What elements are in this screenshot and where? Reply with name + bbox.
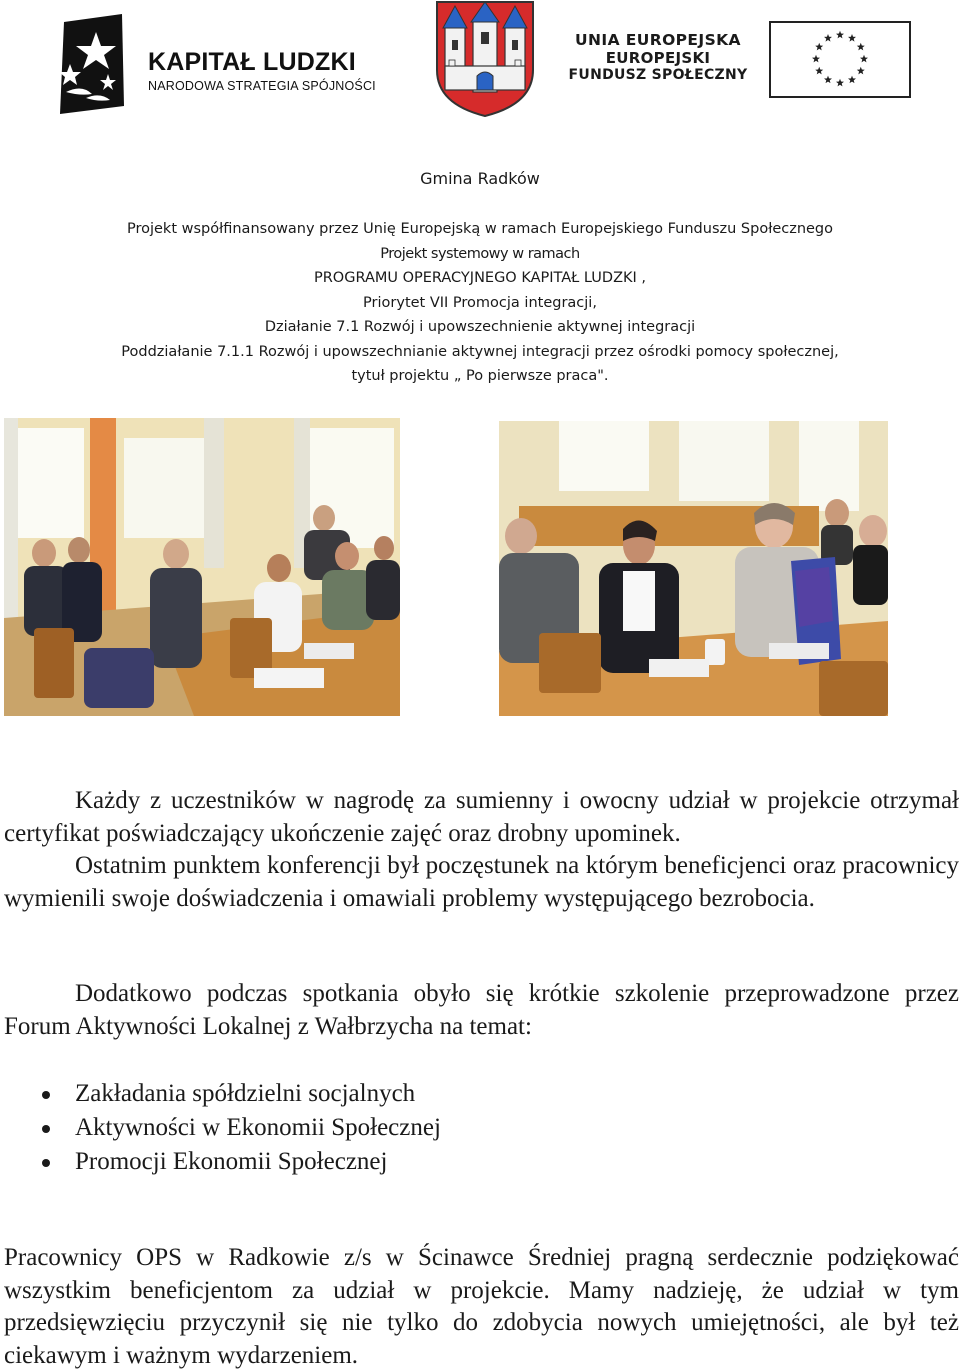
eu-line-2: EUROPEJSKI — [605, 49, 711, 67]
paragraph-text: Każdy z uczestników w nagrodę za sumienny i owocny udział w projekcie otrzymał certyfikat poświadczający ukończenie zajęć oraz drobny upominek. — [4, 787, 959, 847]
kapital-ludzki-subtitle: NARODOWA STRATEGIA SPÓJNOŚCI — [148, 79, 376, 93]
paragraph-text: Dodatkowo podczas spotkania obyło się krótkie szkolenie przeprowadzone przez Forum Aktywności Lokalnej z Wałbrzycha na temat: — [4, 980, 959, 1040]
paragraph-thanks — [4, 1242, 959, 1372]
paragraph-text: Ostatnim punktem konferencji był poczęstunek na którym beneficjenci oraz pracownicy wymienili swoje doświadczenia i omawiali problemy występującego bezrobocia. — [4, 852, 959, 912]
logo-header — [0, 0, 960, 130]
list-item-text: Aktywności w Ekonomii Społecznej — [75, 1114, 441, 1141]
topics-list — [0, 1077, 700, 1179]
project-line: Projekt systemowy w ramach — [380, 245, 580, 262]
list-item — [0, 1077, 700, 1111]
bullet-icon — [42, 1159, 50, 1167]
project-line: tytuł projektu „ Po pierwsze praca". — [351, 368, 609, 384]
bullet-icon — [42, 1091, 50, 1099]
kapital-ludzki-title: KAPITAŁ LUDZKI — [148, 48, 356, 76]
eu-text-block — [558, 30, 758, 90]
list-item — [0, 1145, 700, 1179]
bullet-icon — [42, 1125, 50, 1133]
coat-of-arms-icon — [433, 0, 537, 118]
project-line: Priorytet VII Promocja integracji, — [363, 294, 597, 311]
list-item-text: Promocji Ekonomii Społecznej — [75, 1148, 388, 1175]
paragraph-certificates — [4, 785, 959, 915]
eu-line-3: FUNDUSZ SPOŁECZNY — [568, 67, 748, 83]
project-line: Poddziałanie 7.1.1 Rozwój i upowszechnianie aktywnej integracji przez ośrodki pomocy społecznej, — [121, 343, 839, 360]
list-item-text: Zakładania spółdzielni socjalnych — [75, 1080, 416, 1107]
project-line: Projekt współfinansowany przez Unię Europejską w ramach Europejskiego Funduszu Społecznego — [126, 221, 834, 237]
gmina-title: Gmina Radków — [420, 169, 540, 188]
project-header — [0, 167, 960, 389]
project-line: Działanie 7.1 Rozwój i upowszechnienie aktywnej integracji — [264, 319, 696, 335]
list-item — [0, 1111, 700, 1145]
project-line: PROGRAMU OPERACYJNEGO KAPITAŁ LUDZKI , — [313, 270, 647, 286]
meeting-photo-left — [4, 418, 400, 716]
eu-line-1: UNIA EUROPEJSKA — [575, 31, 741, 49]
paragraph-training — [4, 978, 959, 1043]
eu-flag-icon — [769, 21, 911, 98]
meeting-photo-right — [499, 421, 888, 716]
paragraph-text: Pracownicy OPS w Radkowie z/s w Ścinawce Średniej pragną serdecznie podziękować wszystkim beneficjentom za udział w projekcie. Mamy nadzieję, że udział w tym przedsięwzięciu przyczynił się nie tylko do zdobycia nowych umiejętności, ale był też ciekawym i ważnym wydarzeniem. — [4, 1244, 959, 1369]
